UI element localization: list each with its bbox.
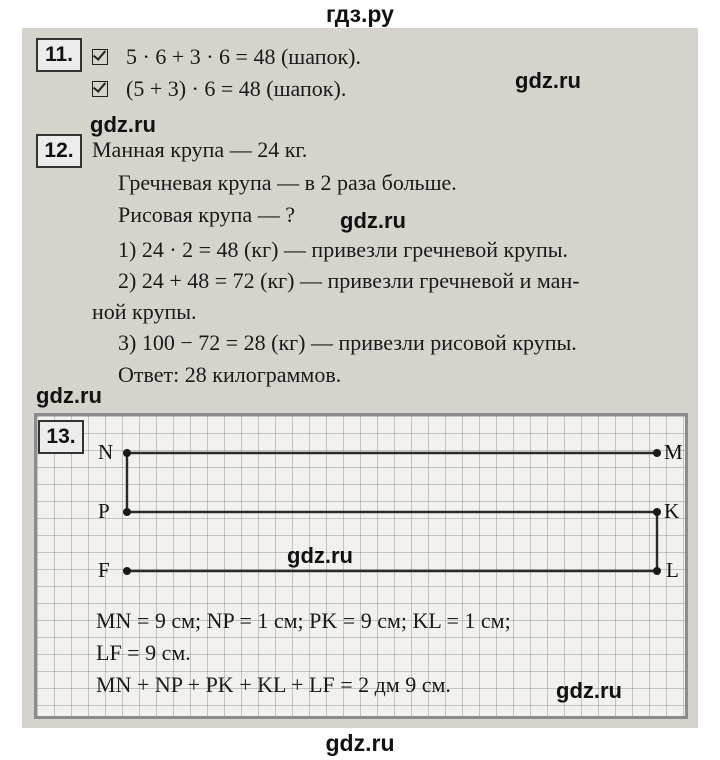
- watermark: gdz.ru: [340, 208, 406, 233]
- point-l: [653, 567, 661, 575]
- task-11-line-1: 5 · 6 + 3 · 6 = 48 (шапок).: [92, 44, 361, 70]
- task-12-answer: Ответ: 28 килограммов.: [118, 362, 342, 387]
- point-m: [653, 449, 661, 457]
- label-n: N: [98, 440, 114, 464]
- watermark: gdz.ru: [287, 543, 353, 568]
- label-l: L: [666, 558, 679, 582]
- point-f: [123, 567, 131, 575]
- task-12-line-4: 1) 24 · 2 = 48 (кг) — привезли гречневой крупы.: [118, 237, 569, 262]
- watermark: gdz.ru: [515, 68, 581, 93]
- site-title-bottom: gdz.ru: [325, 730, 395, 756]
- site-title-top: гдз.ру: [326, 1, 394, 27]
- task-12-line-6: ной крупы.: [92, 299, 197, 324]
- point-n: [123, 449, 131, 457]
- task-11-number: 11.: [36, 38, 82, 72]
- task-12-number: 12.: [36, 134, 82, 168]
- watermark: gdz.ru: [90, 112, 156, 137]
- task-13-line-3: MN + NP + PK + KL + LF = 2 дм 9 см.: [96, 672, 451, 697]
- polyline-segments: [127, 453, 657, 571]
- label-k: K: [664, 499, 680, 523]
- label-f: F: [98, 558, 110, 582]
- task-12-line-5: 2) 24 + 48 = 72 (кг) — привезли гречневой и ман-: [118, 268, 580, 293]
- task-12-line-3: Рисовая крупа — ?: [118, 202, 295, 227]
- label-p: P: [98, 499, 110, 523]
- task-12-line-1: Манная крупа — 24 кг.: [92, 137, 308, 162]
- label-m: M: [664, 440, 683, 464]
- point-p: [123, 508, 131, 516]
- task-13-number: 13.: [38, 420, 84, 454]
- task-12-line-2: Гречневая крупа — в 2 раза больше.: [118, 170, 457, 195]
- task-12-line-7: 3) 100 − 72 = 28 (кг) — привезли рисовой крупы.: [118, 330, 577, 355]
- task-13-line-2: LF = 9 см.: [96, 640, 191, 665]
- watermark: gdz.ru: [36, 383, 102, 408]
- watermark: gdz.ru: [556, 678, 622, 703]
- point-k: [653, 508, 661, 516]
- task-11-line-2: (5 + 3) · 6 = 48 (шапок).: [92, 76, 346, 102]
- task-13-line-1: MN = 9 см; NP = 1 см; PK = 9 см; KL = 1 см;: [96, 608, 511, 633]
